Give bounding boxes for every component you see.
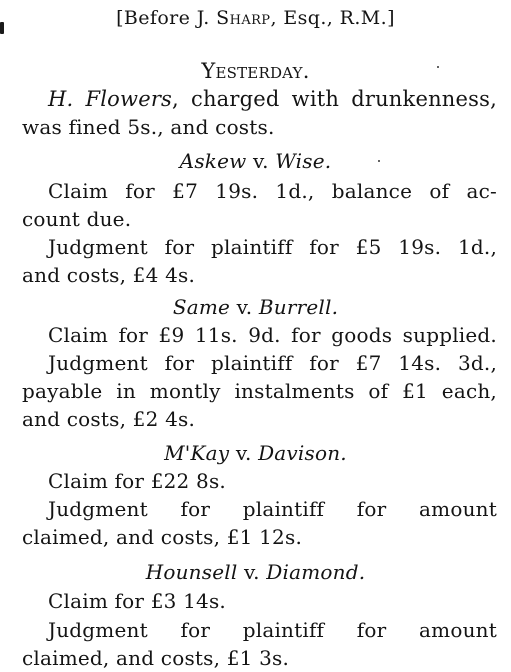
print-speck	[437, 66, 439, 68]
case-line: and costs, £2 4s.	[22, 407, 196, 431]
versus: v.	[236, 295, 253, 319]
header-close: , Esq., R.M.]	[270, 7, 395, 29]
defendant-name: Davison.	[258, 441, 347, 465]
case-title-askew-wise	[0, 147, 511, 175]
day-heading: Yesterday.	[201, 59, 310, 83]
plaintiff-name: Hounsell	[145, 560, 238, 584]
print-speck	[378, 160, 380, 162]
magistrate-name: Sharp	[216, 7, 271, 29]
versus: v.	[253, 149, 269, 173]
court-header	[0, 4, 511, 32]
case-line: Claim for £9 11s. 9d. for goods supplied.	[48, 323, 497, 347]
plaintiff-name: Askew	[179, 149, 247, 173]
case-line: Judgment for plaintiff for amount	[48, 618, 497, 642]
plaintiff-name: M'Kay	[164, 441, 230, 465]
plaintiff-name: Same	[172, 295, 231, 319]
case-line: Judgment for plaintiff for £7 14s. 3d.,	[48, 351, 497, 375]
defendant-name: Wise.	[275, 149, 332, 173]
case-line: Claim for £7 19s. 1d., balance of ac-	[48, 179, 497, 203]
case-line: payable in montly instalments of £1 each,	[22, 379, 497, 403]
case-line: Judgment for plaintiff for £5 19s. 1d.,	[48, 235, 497, 259]
case-title-hounsell-diamond	[0, 558, 511, 586]
case-line: claimed, and costs, £1 12s.	[22, 525, 302, 549]
case-title-mkay-davison	[0, 439, 511, 467]
flowers-line-2: was fined 5s., and costs.	[22, 115, 275, 139]
defendant-name: Diamond.	[266, 560, 366, 584]
case-title-same-burrell	[0, 293, 511, 321]
defendant-name: Burrell.	[258, 295, 339, 319]
versus: v.	[244, 560, 260, 584]
case-line: and costs, £4 4s.	[22, 263, 196, 287]
defendant-name: H. Flowers	[48, 87, 173, 111]
header-open: [Before J.	[116, 7, 217, 29]
case-line: count due.	[22, 207, 132, 231]
versus: v.	[235, 441, 252, 465]
case-line: Judgment for plaintiff for amount	[48, 497, 497, 521]
case-line: Claim for £22 8s.	[48, 469, 226, 493]
flowers-line-1: H. Flowers, charged with drunkenness,	[48, 87, 497, 111]
case-line: Claim for £3 14s.	[48, 589, 226, 613]
case-line: claimed, and costs, £1 3s.	[22, 646, 290, 670]
